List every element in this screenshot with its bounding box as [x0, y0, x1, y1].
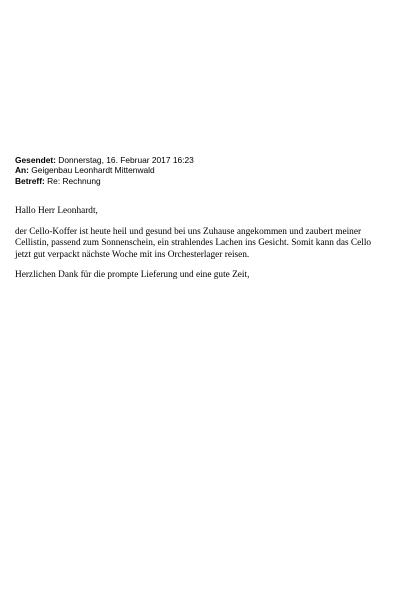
body-paragraph-1: der Cello-Koffer ist heute heil und gesund bei uns Zuhause angekommen und zaubert meiner Cellistin, passend zum Sonnenschein, ein strahlendes Lachen ins Gesicht. Somit kann das Cello jetzt gut verpackt nächste Woche mit ins Orchesterlager reisen.	[15, 226, 372, 260]
to-value: Geigenbau Leonhardt Mittenwald	[31, 165, 155, 176]
body-paragraph-2: Herzlichen Dank für die prompte Lieferung und eine gute Zeit,	[15, 270, 250, 281]
sent-value: Donnerstag, 16. Februar 2017 16:23	[58, 155, 194, 165]
email-body	[15, 206, 387, 291]
to-line	[15, 165, 385, 175]
sent-label: Gesendet:	[15, 155, 56, 165]
email-header	[15, 155, 385, 186]
greeting: Hallo Herr Leonhardt,	[15, 206, 98, 216]
subject-label: Betreff:	[15, 175, 45, 186]
to-label: An:	[15, 165, 29, 176]
sent-line	[15, 155, 385, 165]
subject-line	[15, 176, 385, 186]
subject-value: Re: Rechnung	[47, 175, 101, 186]
